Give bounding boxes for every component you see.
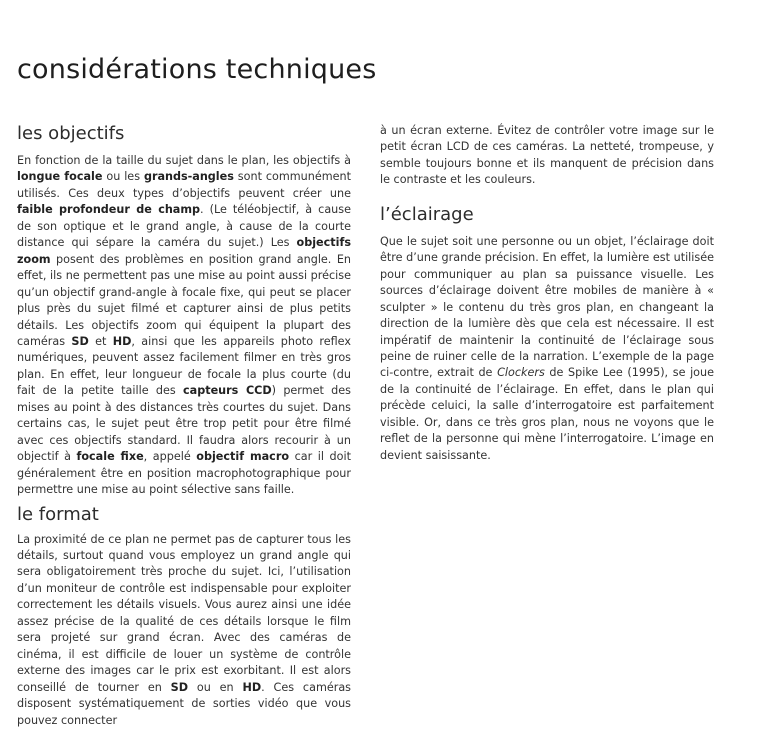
term-objectifs-zoom: objectifs zoom [17,236,351,266]
text-run: ou en [188,680,243,694]
section-heading-objectifs: les objectifs [17,123,125,144]
page-title: considérations techniques [17,54,377,85]
right-column [380,123,714,464]
text-run: , ainsi que les appareils photo reflex numériques, peuvent assez facilement filmer en très gros plan. En effet, leur longueur de focale la plus courte (du fait de la petite taille des [17,334,351,398]
text-run: ) permet des mises au point à des distances très courtes du sujet. Dans certains cas, le sujet peut être trop petit pour être filmé avec ces objectifs standard. Il faudra alors recourir à un objectif à [17,384,351,464]
text-run: de Spike Lee (1995), se joue de la continuité de l’éclairage. En effet, dans le plan qui précède celuici, la salle d’interrogatoire est parfaitement visible. Or, dans ce très gros plan, nous ne voyons que le reflet de la personne qui mène l’interrogatoire. L’image en devient saisissante. [380,366,715,462]
section-heading-eclairage: l’éclairage [380,203,474,225]
term-focale-fixe: focale fixe [76,450,144,464]
term-hd: HD [242,680,262,694]
term-hd: HD [112,334,132,348]
term-grands-angles: grands-angles [143,170,234,184]
term-sd: SD [170,680,189,694]
paragraph-format-continued: à un écran externe. Évitez de contrôler votre image sur le petit écran LCD de ces caméras. La netteté, trompeuse, y semble toujours bonne et ils manquent de précision dans le contraste et les couleurs. [380,124,714,187]
film-title-clockers: Clockers [497,366,545,380]
text-run: La proximité de ce plan ne permet pas de capturer tous les détails, surtout quand vous employez un grand angle qui sera obligatoirement très proche du sujet. Ici, l’utilisation d’un moniteur de contrôle est indispensable pour exploiter correctement les détails visuels. Vous aurez ainsi une idée assez précise de la qualité de ces détails lorsque le film sera projeté sur grand écran. Avec des caméras de cinéma, il est difficile de louer un système de contrôle externe des images car le prix est exorbitant. Il est alors conseillé de tourner en [17,532,351,694]
term-capteurs-ccd: capteurs CCD [183,384,272,398]
text-run: et [88,334,113,348]
left-column [17,122,351,729]
text-run: En fonction de la taille du sujet dans le plan, les objectifs à [17,154,351,167]
section-heading-format: le format [17,503,99,525]
text-run: posent des problèmes en position grand angle. En effet, ils ne permettent pas une mise au point aussi précise qu’un objectif grand-angle à focale fixe, qui peut se placer plus près du sujet filmé et capturer ainsi de plus petits détails. Les objectifs zoom qui équipent la plupart des caméras [17,252,351,348]
text-run: sont communément utilisés. Ces deux types d’objectifs peuvent créer une [17,170,351,200]
text-run: Que le sujet soit une personne ou un objet, l’éclairage doit être d’une grande précision. En effet, la lumière est utilisée pour communiquer au plan sa puissance visuelle. Les sources d’éclairage doivent être mobiles de manière à « sculpter » le contenu du très gros plan, en changeant la direction de la lumière dès que cela est nécessaire. Il est impératif de maintenir la continuité de l’éclairage sous peine de ruiner celle de la narration. L’exemple de la page ci-contre, extrait de [380,234,714,380]
paragraph-format [17,532,351,729]
text-run: . Ces caméras disposent systématiquement de sorties vidéo que vous pouvez connecter [17,680,352,727]
text-run: car il doit généralement être en position macrophotographique pour permettre une mise au point sélective sans faille. [17,450,351,497]
text-run: , appelé [143,450,197,464]
term-longue-focale: longue focale [17,170,103,184]
paragraph-objectifs [17,153,351,499]
paragraph-eclairage [380,234,714,464]
term-faible-profondeur: faible profondeur de champ [17,203,201,217]
text-run: ou les [102,170,144,184]
text-run: . (Le téléobjectif, à cause de son optique et le grand angle, à cause de la courte distance qui sépare la caméra du sujet.) Les [17,203,351,250]
term-objectif-macro: objectif macro [196,450,290,464]
term-sd: SD [71,334,89,348]
